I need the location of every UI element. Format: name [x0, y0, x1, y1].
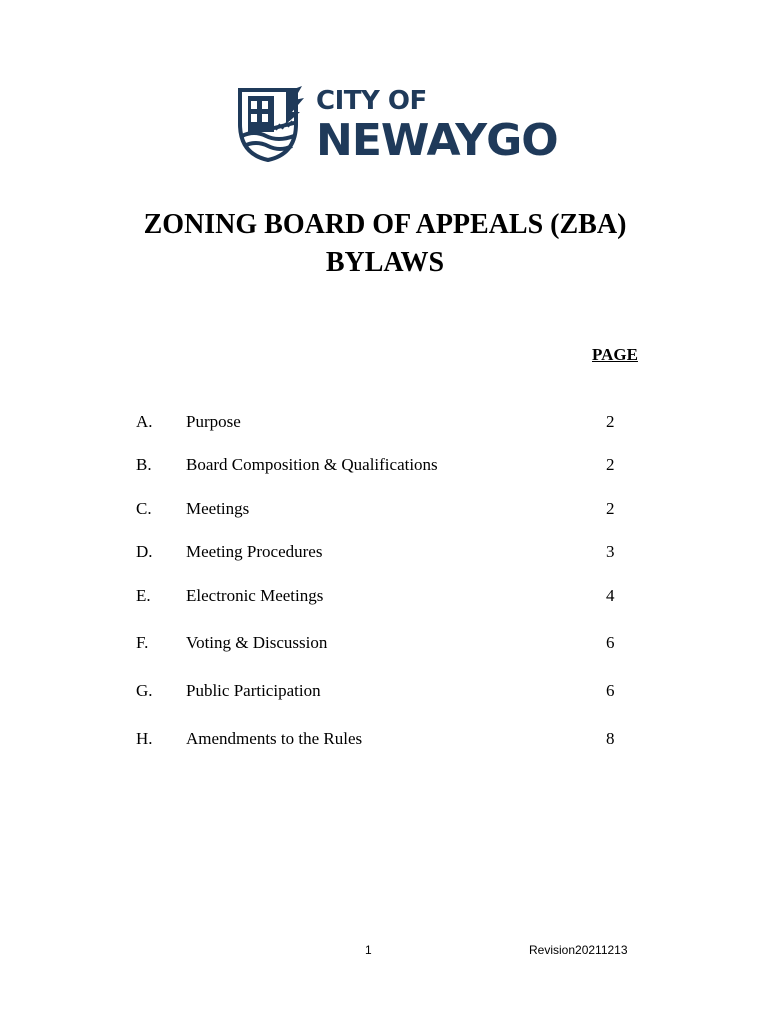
toc-page-number: 6: [606, 633, 615, 652]
toc-label: Board Composition & Qualifications: [186, 455, 438, 474]
toc-letter: F.: [136, 633, 149, 652]
toc-row: [0, 586, 770, 610]
toc-row: [0, 499, 770, 523]
toc-row: [0, 681, 770, 705]
toc-letter: A.: [136, 412, 153, 431]
document-title-line2: BYLAWS: [325, 247, 445, 278]
toc-row: [0, 542, 770, 566]
toc-page-number: 8: [606, 729, 615, 748]
logo-text-line2: NEWAYGO: [316, 115, 558, 166]
toc-label: Amendments to the Rules: [186, 729, 363, 748]
toc-row: [0, 412, 770, 436]
toc-letter: B.: [136, 455, 152, 474]
toc-page-number: 2: [606, 499, 615, 518]
toc-letter: G.: [136, 681, 153, 700]
toc-letter: C.: [136, 499, 152, 518]
toc-page-number: 6: [606, 681, 615, 700]
toc-page-number: 3: [606, 542, 615, 561]
toc-page-number: 2: [606, 455, 615, 474]
footer-revision: Revision20211213: [529, 943, 628, 957]
toc-label: Purpose: [186, 412, 241, 431]
toc-letter: H.: [136, 729, 153, 748]
toc-page-header: PAGE: [592, 345, 638, 364]
toc-label: Public Participation: [186, 681, 321, 700]
toc-label: Electronic Meetings: [186, 586, 324, 605]
city-logo: [236, 84, 558, 166]
city-emblem-icon: [236, 84, 308, 162]
toc-page-number: 2: [606, 412, 615, 431]
toc-row: [0, 729, 770, 753]
toc-label: Voting & Discussion: [186, 633, 328, 652]
toc-row: [0, 455, 770, 479]
document-title-line1: ZONING BOARD OF APPEALS (ZBA): [143, 209, 627, 240]
document-title: [0, 206, 770, 282]
footer-page-number: 1: [365, 943, 372, 957]
toc-letter: E.: [136, 586, 151, 605]
toc-letter: D.: [136, 542, 153, 561]
toc-label: Meetings: [186, 499, 250, 518]
toc-label: Meeting Procedures: [186, 542, 323, 561]
logo-text-line1: CITY OF: [316, 86, 427, 116]
toc-page-number: 4: [606, 586, 615, 605]
toc-row: [0, 633, 770, 657]
